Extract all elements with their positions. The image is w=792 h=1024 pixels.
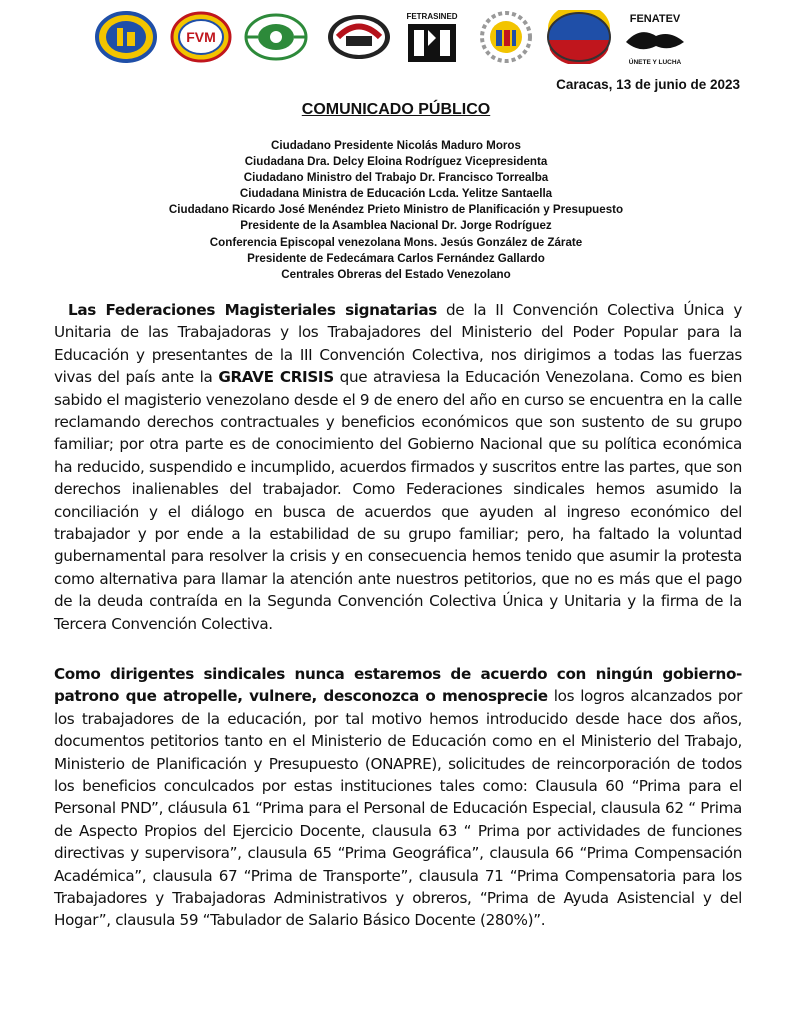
recipient-line: Ciudadana Ministra de Educación Lcda. Yelitze Santaella <box>239 187 553 201</box>
paragraph-2-bold-lead: Como dirigentes sindicales nunca estaremos de acuerdo con ningún gobierno-patrono que atropelle, vulnere, desconozca o menosprecie <box>54 665 742 706</box>
svg-text:ÚNETE Y LUCHA: ÚNETE Y LUCHA <box>628 59 682 66</box>
recipient-line: Ciudadano Ministro del Trabajo Dr. Francisco Torrealba <box>243 171 549 185</box>
paragraph-2-text: los logros alcanzados por los trabajadores de la educación, por tal motivo hemos introducido desde hace dos años, documentos petitorios tanto en el Ministerio de Educación como en el Ministerio del Trabajo, Ministerio de Planificación y Presupuesto (ONAPRE), solicitudes de reincorporación de todos los beneficios conculcados por estas instituciones tales como: Clausula 60 “Prima para el Personal PND”, cláusula 61 “Prima para el Personal de Educación Especial, clausula 62 “ Prima de Aspecto Propios del Ejercicio Docente, clausula 63 “ Prima por actividades de funciones directivas y supervisora”, clausula 65 “Prima Geográfica”, clausula 66 “Prima Compensación Académica”, clausula 67 “Prima de Transporte”, clausula 71 “Prima Compensatoria para los Trabajadores y Trabajadoras Administrativos y obreros, “Prima de Ayuda Asistencial y del Hogar”, clausula 59 “Tabulador de Salario Básico Docente (280%)”. <box>54 687 743 930</box>
body-paragraph-2 <box>54 663 742 932</box>
federation-logo-3 <box>244 10 308 64</box>
fetrasined-logo <box>404 10 460 66</box>
svg-text:FETRASINED: FETRASINED <box>406 12 458 21</box>
body-paragraph-1 <box>54 299 742 635</box>
document-title: COMUNICADO PÚBLICO <box>301 101 491 118</box>
recipient-line: Centrales Obreras del Estado Venezolano <box>281 267 511 281</box>
recipient-list <box>0 138 792 283</box>
federation-logo-1 <box>95 10 157 64</box>
paragraph-1-bold-lead: Las Federaciones Magisteriales signatarias <box>68 301 437 319</box>
recipient-line: Ciudadano Presidente Nicolás Maduro Moros <box>271 139 521 152</box>
recipient-line: Presidente de Fedecámara Carlos Fernández Gallardo <box>247 251 545 265</box>
fenatev-logo <box>620 10 690 68</box>
recipient-line: Conferencia Episcopal venezolana Mons. Jesús González de Zárate <box>209 235 583 249</box>
logo-row <box>0 10 792 68</box>
document-date: Caracas, 13 de junio de 2023 <box>556 77 740 92</box>
paragraph-1-text-a: de la II Convención Colectiva Única y Unitaria de las Trabajadoras y los Trabajadores del Ministerio del Poder Popular para la Educación y presentantes de la III Convención Colectiva, nos dirigimos a todas las fuerzas vivas del país ante la <box>54 301 742 387</box>
recipient-line: Ciudadano Ricardo José Menéndez Prieto Ministro de Planificación y Presupuesto <box>168 203 624 217</box>
recipient-line: Ciudadana Dra. Delcy Eloina Rodríguez Vicepresidenta <box>244 155 548 169</box>
federation-logo-6 <box>476 10 536 64</box>
federation-logo-4 <box>326 10 392 64</box>
paragraph-1-text-b: que atraviesa la Educación Venezolana. Como es bien sabido el magisterio venezolano desde el 9 de enero del año en curso se encuentra en la calle reclamando derechos contractuales y beneficios económicos que son sustento de su grupo familiar; por otra parte es de conocimiento del Gobierno Nacional que su política económica ha reducido, suspendido e incumplido, acuerdos firmados y suscritos entre las partes, que son derechos inalienables del trabajador. Como Federaciones sindicales hemos asumido la conciliación y el diálogo en busca de acuerdos que ayuden al ingreso económico del trabajador y por ende a la estabilidad de su grupo familiar; pero, ha faltado la voluntad gubernamental para resolver la crisis y en consecuencia hemos tenido que asumir la protesta como alternativa para llamar la atención ante nuestros petitorios, que no es más que el pago de la deuda contraída en la Segunda Convención Colectiva Única y Unitaria y la firma de la Tercera Convención Colectiva. <box>54 368 742 633</box>
paragraph-1-bold-mid: GRAVE CRISIS <box>218 368 334 387</box>
svg-text:FENATEV: FENATEV <box>629 13 681 25</box>
federation-logo-7 <box>546 10 612 64</box>
recipient-line: Presidente de la Asamblea Nacional Dr. Jorge Rodríguez <box>240 219 552 233</box>
federation-logo-fvm <box>170 10 232 64</box>
svg-text:FVM: FVM <box>186 29 216 45</box>
